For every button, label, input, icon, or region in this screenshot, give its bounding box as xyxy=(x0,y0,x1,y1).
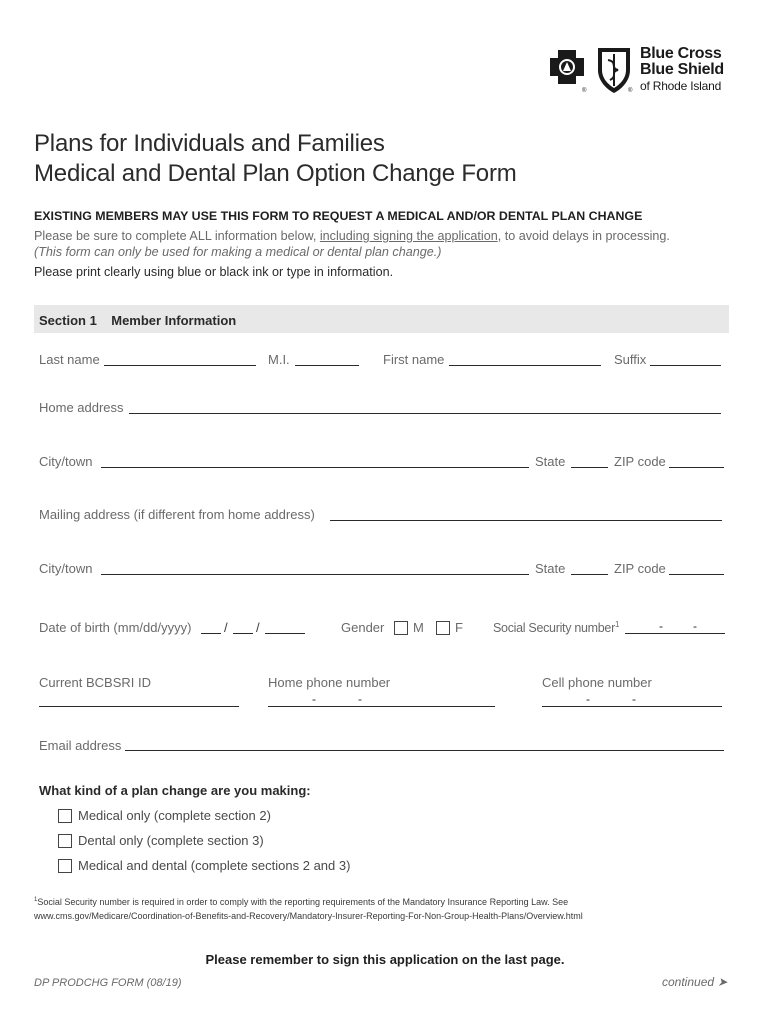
home-phone-dash-2: - xyxy=(358,692,362,706)
brand-line-3: of Rhode Island xyxy=(640,79,722,93)
plan-change-question: What kind of a plan change are you making: xyxy=(39,783,311,798)
cell-phone-dash-2: - xyxy=(632,692,636,706)
cross-logo-icon xyxy=(546,46,588,94)
mailing-state-label: State xyxy=(535,561,566,576)
mailing-city-town-label: City/town xyxy=(39,561,93,576)
brand-name xyxy=(640,46,724,94)
gender-f-label: F xyxy=(455,620,463,635)
cell-phone-label: Cell phone number xyxy=(542,675,652,690)
mi-label: M.I. xyxy=(268,352,290,367)
mailing-address-label: Mailing address (if different from home address) xyxy=(39,507,315,522)
mailing-state-field[interactable] xyxy=(571,574,608,575)
intro-line-1-start: Please be sure to complete ALL information below, xyxy=(34,229,320,243)
dob-label: Date of birth (mm/dd/yyyy) xyxy=(39,620,192,635)
last-name-field[interactable] xyxy=(104,365,256,366)
bcbsri-id-label: Current BCBSRI ID xyxy=(39,675,151,690)
state-label: State xyxy=(535,454,566,469)
section-1-title: Section 1 Member Information xyxy=(39,313,237,328)
footnote-line-1 xyxy=(34,897,568,907)
footnote-text-1: Social Security number is required in order to comply with the reporting requirements of the Mandatory Insurance Reporting Law. See xyxy=(37,897,569,907)
city-town-field[interactable] xyxy=(101,467,529,468)
zip-field[interactable] xyxy=(669,467,724,468)
medical-only-label: Medical only (complete section 2) xyxy=(78,808,271,823)
bcbsri-id-field[interactable] xyxy=(39,706,239,707)
state-field[interactable] xyxy=(571,467,608,468)
medical-and-dental-checkbox[interactable] xyxy=(58,859,72,873)
brand-line-2: Blue Shield xyxy=(640,61,724,78)
medical-and-dental-label: Medical and dental (complete sections 2 and 3) xyxy=(78,858,351,873)
form-id: DP PRODCHG FORM (08/19) xyxy=(34,977,182,989)
cell-phone-dash-1: - xyxy=(586,692,590,706)
intro-signing-emphasis: including signing the application xyxy=(319,229,498,243)
city-town-label: City/town xyxy=(39,454,93,469)
intro-line-1-end: , to avoid delays in processing. xyxy=(497,229,670,243)
email-label: Email address xyxy=(39,738,122,753)
last-name-label: Last name xyxy=(39,352,100,367)
intro-heading: EXISTING MEMBERS MAY USE THIS FORM TO REQUEST A MEDICAL AND/OR DENTAL PLAN CHANGE xyxy=(34,209,643,223)
ssn-footnote-marker: 1 xyxy=(614,620,620,629)
home-phone-label: Home phone number xyxy=(268,675,391,690)
page-title-line-1: Plans for Individuals and Families xyxy=(34,130,385,157)
mailing-city-town-field[interactable] xyxy=(101,574,529,575)
home-phone-dash-1: - xyxy=(312,692,316,706)
dob-slash-2: / xyxy=(256,620,260,635)
brand-line-1: Blue Cross xyxy=(640,45,722,62)
shield-logo-icon xyxy=(598,48,633,94)
cell-phone-field[interactable] xyxy=(542,706,722,707)
page-title-line-2: Medical and Dental Plan Option Change Form xyxy=(34,160,517,187)
footnote-marker: 1 xyxy=(34,897,38,903)
email-field[interactable] xyxy=(125,750,724,751)
continued-indicator: continued ➤ xyxy=(662,975,728,989)
footnote-line-2: www.cms.gov/Medicare/Coordination-of-Benefits-and-Recovery/Mandatory-Insurer-Reporting-For-Non-Group-Health-Plans/Overview.html xyxy=(34,911,583,921)
ssn-dash-2: - xyxy=(693,619,697,633)
home-address-label: Home address xyxy=(39,400,124,415)
intro-line-2: (This form can only be used for making a medical or dental plan change.) xyxy=(34,245,442,259)
gender-m-label: M xyxy=(413,620,424,635)
ssn-label-text: Social Security number xyxy=(493,621,615,636)
gender-label: Gender xyxy=(341,620,385,635)
dental-only-label: Dental only (complete section 3) xyxy=(78,833,264,848)
logo-marks xyxy=(546,44,638,96)
ssn-label xyxy=(493,620,619,635)
home-phone-field[interactable] xyxy=(268,706,495,707)
mailing-zip-label: ZIP code xyxy=(614,561,666,576)
dob-day-field[interactable] xyxy=(233,633,253,634)
intro-line-1 xyxy=(34,229,670,243)
mi-field[interactable] xyxy=(295,365,359,366)
gender-m-checkbox[interactable] xyxy=(394,621,408,635)
dob-slash-1: / xyxy=(224,620,228,635)
first-name-field[interactable] xyxy=(449,365,601,366)
svg-text:®: ® xyxy=(582,88,587,94)
suffix-field[interactable] xyxy=(650,365,721,366)
dob-year-field[interactable] xyxy=(265,633,305,634)
ssn-dash-1: - xyxy=(659,619,663,633)
gender-f-checkbox[interactable] xyxy=(436,621,450,635)
svg-text:®: ® xyxy=(628,88,633,94)
first-name-label: First name xyxy=(383,352,445,367)
sign-reminder: Please remember to sign this application on the last page. xyxy=(205,952,565,967)
ssn-field[interactable] xyxy=(625,633,725,634)
home-address-field[interactable] xyxy=(129,413,721,414)
dental-only-checkbox[interactable] xyxy=(58,834,72,848)
dob-month-field[interactable] xyxy=(201,633,221,634)
suffix-label: Suffix xyxy=(614,352,647,367)
mailing-zip-field[interactable] xyxy=(669,574,724,575)
medical-only-checkbox[interactable] xyxy=(58,809,72,823)
mailing-address-field[interactable] xyxy=(330,520,722,521)
intro-line-3: Please print clearly using blue or black ink or type in information. xyxy=(34,265,394,279)
zip-label: ZIP code xyxy=(614,454,666,469)
